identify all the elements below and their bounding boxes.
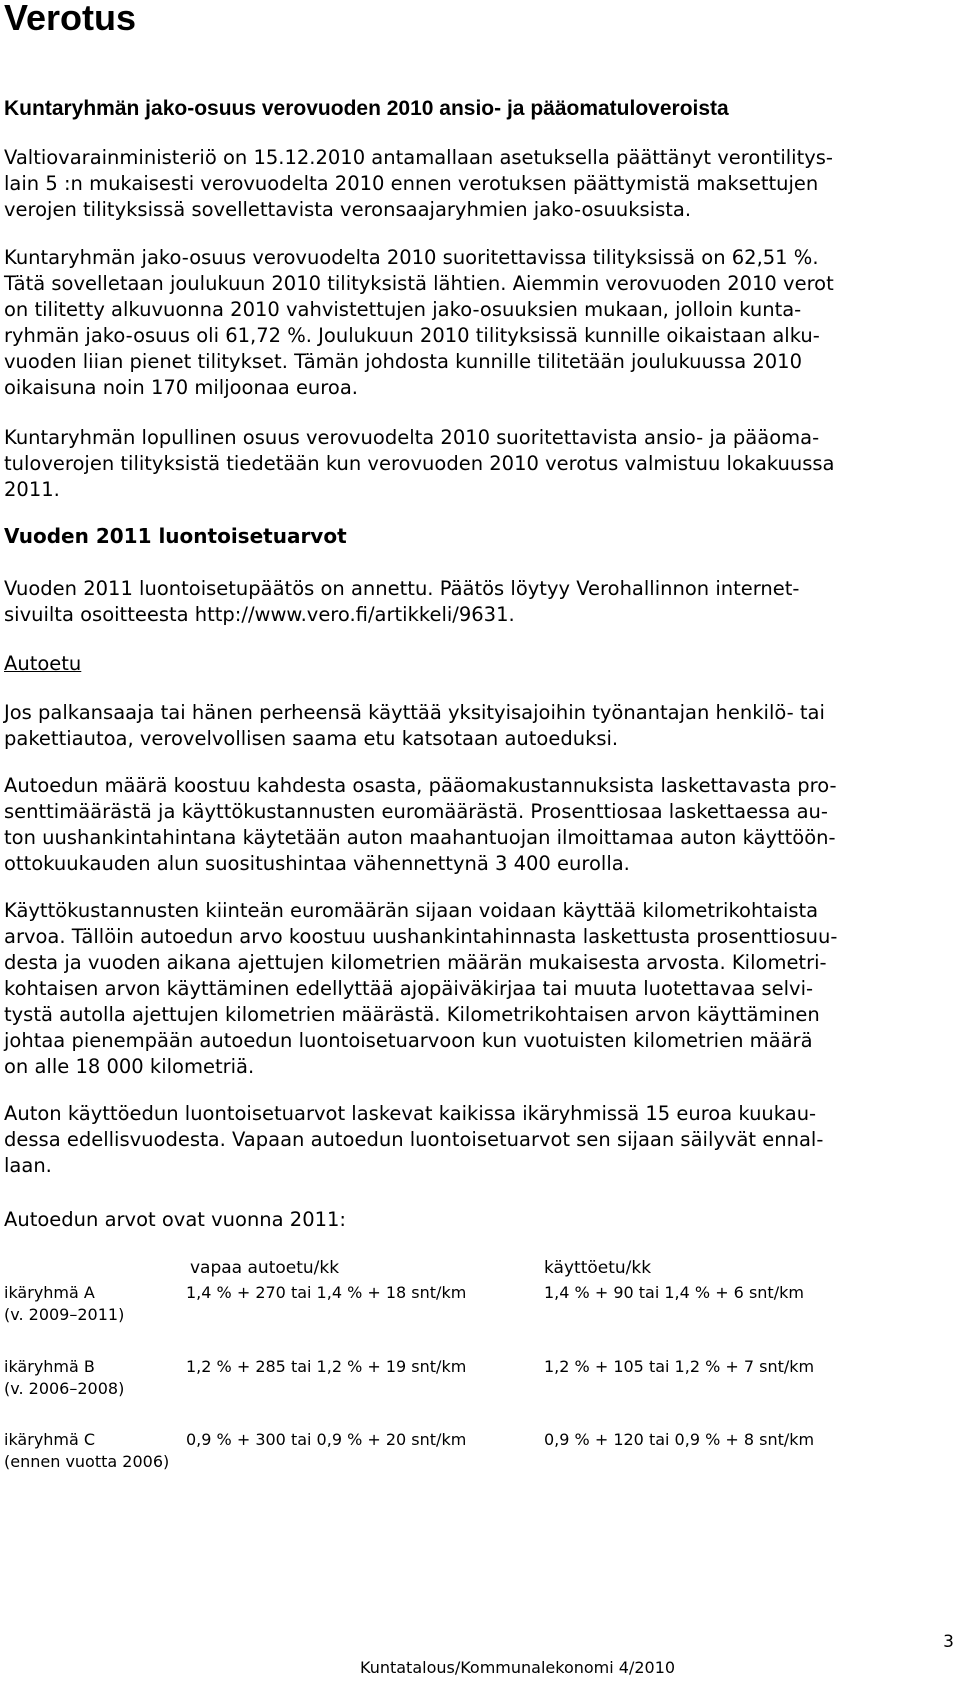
- text-line: ryhmän jako-osuus oli 61,72 %. Joulukuun 2010 tilityksissä kunnille oikaistaan alku-: [4, 324, 820, 347]
- paragraph-autoedun-maara: [4, 773, 924, 877]
- section-heading-luontoisetuarvot: Vuoden 2011 luontoisetuarvot: [4, 524, 347, 548]
- text-line: kohtaisen arvon käyttäminen edellyttää ajopäiväkirjaa tai muuta luotettavaa selvi-: [4, 977, 814, 1000]
- text-line: dessa edellisvuodesta. Vapaan autoedun luontoisetuarvot sen sijaan säilyvät ennal-: [4, 1128, 824, 1151]
- paragraph-kayttoedun-arvot: [4, 1101, 924, 1179]
- page-number: 3: [943, 1632, 954, 1652]
- column-header-free: vapaa autoetu/kk: [190, 1258, 340, 1278]
- age-group-label: ikäryhmä B: [4, 1357, 95, 1376]
- text-line: Vuoden 2011 luontoisetupäätös on annettu. Päätös löytyy Verohallinnon internet-: [4, 577, 800, 600]
- paragraph-kilometrikohtainen: [4, 898, 924, 1080]
- free-car-value: 1,4 % + 270 tai 1,4 % + 18 snt/km: [186, 1283, 467, 1302]
- free-car-value: 0,9 % + 300 tai 0,9 % + 20 snt/km: [186, 1430, 467, 1449]
- age-group-years: (v. 2006–2008): [4, 1379, 125, 1398]
- text-line: vuoden liian pienet tilitykset. Tämän johdosta kunnille tilitetään joulukuussa 2010: [4, 350, 802, 373]
- age-group-label: ikäryhmä C: [4, 1430, 96, 1449]
- text-line: arvoa. Tällöin autoedun arvo koostuu uushankintahinnasta laskettusta prosenttiosuu-: [4, 925, 838, 948]
- paragraph-lopullinen-osuus: [4, 425, 924, 503]
- column-header-use: käyttöetu/kk: [544, 1258, 652, 1278]
- free-car-value: 1,2 % + 285 tai 1,2 % + 19 snt/km: [186, 1357, 467, 1376]
- publication-name: Kuntatalous/Kommunalekonomi 4/2010: [360, 1658, 676, 1677]
- section-heading-jako-osuus: Kuntaryhmän jako-osuus verovuoden 2010 ansio- ja pääomatuloveroista: [4, 97, 729, 120]
- text-line: 2011.: [4, 478, 60, 501]
- paragraph-autoetu-maaritelma: [4, 700, 924, 752]
- text-line: Auton käyttöedun luontoisetuarvot laskevat kaikissa ikäryhmissä 15 euroa kuukau-: [4, 1102, 817, 1125]
- text-line: Käyttökustannusten kiinteän euromäärän sijaan voidaan käyttää kilometrikohtaista: [4, 899, 819, 922]
- page-title: Verotus: [4, 0, 137, 38]
- text-line: Kuntaryhmän lopullinen osuus verovuodelta 2010 suoritettavista ansio- ja pääoma-: [4, 426, 820, 449]
- text-line: verojen tilityksissä sovellettavista veronsaajaryhmien jako-osuuksista.: [4, 198, 692, 221]
- text-line: tystä autolla ajettujen kilometrien määrästä. Kilometrikohtaisen arvon käyttäminen: [4, 1003, 820, 1026]
- text-line: on tilitetty alkuvuonna 2010 vahvistettujen jako-osuuksien mukaan, jolloin kunta-: [4, 298, 802, 321]
- paragraph-luontoisetupaatos: [4, 576, 924, 628]
- text-line: Kuntaryhmän jako-osuus verovuodelta 2010 suoritettavissa tilityksissä on 62,51 %.: [4, 246, 819, 269]
- use-car-value: 0,9 % + 120 tai 0,9 % + 8 snt/km: [544, 1430, 815, 1449]
- text-line: johtaa pienempään autoedun luontoisetuarvoon kun vuotuisten kilometrien määrä: [4, 1029, 813, 1052]
- age-group-years: (v. 2009–2011): [4, 1305, 125, 1324]
- text-line: Autoedun määrä koostuu kahdesta osasta, pääomakustannuksista laskettavasta pro-: [4, 774, 837, 797]
- text-line: ottokuukauden alun suositushintaa vähennettynä 3 400 eurolla.: [4, 852, 630, 875]
- text-line: Tätä sovelletaan joulukuun 2010 tilityksistä lähtien. Aiemmin verovuoden 2010 verot: [4, 272, 834, 295]
- text-line: laan.: [4, 1154, 52, 1177]
- subheading-autoetu: Autoetu: [4, 652, 82, 675]
- paragraph-asetus: [4, 145, 924, 223]
- paragraph-arvot-2011: Autoedun arvot ovat vuonna 2011:: [4, 1208, 347, 1231]
- text-line: sivuilta osoitteesta http://www.vero.fi/artikkeli/9631.: [4, 603, 515, 626]
- text-line: lain 5 :n mukaisesti verovuodelta 2010 ennen verotuksen päättymistä maksettujen: [4, 172, 819, 195]
- text-line: ton uushankintahintana käytetään auton maahantuojan ilmoittamaa auton käyttöön-: [4, 826, 836, 849]
- paragraph-jako-osuus: [4, 245, 924, 401]
- text-line: Jos palkansaaja tai hänen perheensä käyttää yksityisajoihin työnantajan henkilö- tai: [4, 701, 825, 724]
- text-line: on alle 18 000 kilometriä.: [4, 1055, 255, 1078]
- age-group-years: (ennen vuotta 2006): [4, 1452, 170, 1471]
- text-line: senttimäärästä ja käyttökustannusten euromäärästä. Prosenttiosaa laskettaessa au-: [4, 800, 828, 823]
- age-group-label: ikäryhmä A: [4, 1283, 95, 1302]
- use-car-value: 1,2 % + 105 tai 1,2 % + 7 snt/km: [544, 1357, 815, 1376]
- text-line: tuloverojen tilityksistä tiedetään kun verovuoden 2010 verotus valmistuu lokakuussa: [4, 452, 835, 475]
- text-line: Valtiovarainministeriö on 15.12.2010 antamallaan asetuksella päättänyt verontilitys-: [4, 146, 833, 169]
- use-car-value: 1,4 % + 90 tai 1,4 % + 6 snt/km: [544, 1283, 804, 1302]
- text-line: pakettiautoa, verovelvollisen saama etu katsotaan autoeduksi.: [4, 727, 619, 750]
- text-line: desta ja vuoden aikana ajettujen kilometrien määrän mukaisesta arvosta. Kilometri-: [4, 951, 827, 974]
- text-line: oikaisuna noin 170 miljoonaa euroa.: [4, 376, 358, 399]
